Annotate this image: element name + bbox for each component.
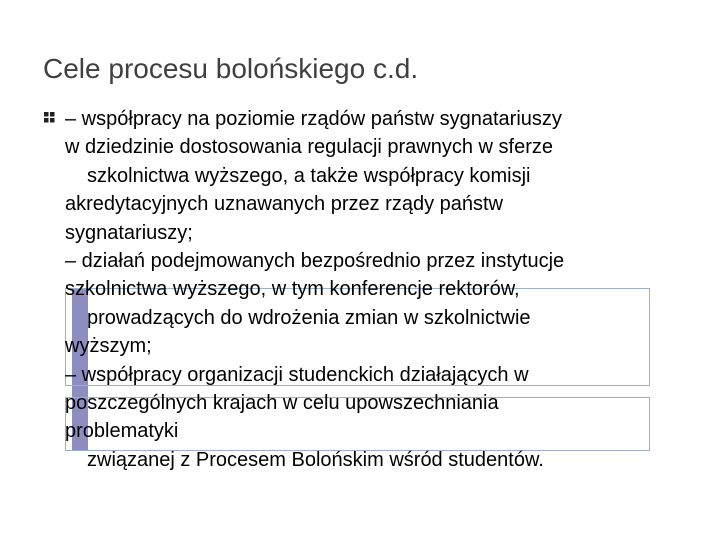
body-line: szkolnictwa wyższego, w tym konferencje rektorów, <box>65 278 520 301</box>
body-line: prowadzących do wdrożenia zmian w szkolnictwie <box>87 306 531 329</box>
body-line: wyższym; <box>65 335 152 358</box>
body-line: – współpracy na poziomie rządów państw sygnatariuszy <box>65 108 562 130</box>
body-line: – współpracy organizacji studenckich działających w <box>65 363 529 386</box>
body-line: sygnatariuszy; <box>65 221 193 244</box>
body-paragraph <box>65 105 675 474</box>
body-line: – działań podejmowanych bezpośrednio przez instytucje <box>65 250 565 273</box>
body-line: problematyki <box>65 420 179 443</box>
body-line: akredytacyjnych uznawanych przez rządy państw <box>65 193 503 216</box>
body-line: poszczególnych krajach w celu upowszechniania <box>65 392 499 415</box>
body-line: szkolnictwa wyższego, a także współpracy komisji <box>87 164 531 187</box>
body-line: związanej z Procesem Bolońskim wśród studentów. <box>87 448 544 471</box>
body-line: w dziedzinie dostosowania regulacji prawnych w sferze <box>65 136 554 159</box>
slide-title: Cele procesu bolońskiego c.d. <box>43 53 419 84</box>
square-bullet-icon <box>44 109 55 129</box>
